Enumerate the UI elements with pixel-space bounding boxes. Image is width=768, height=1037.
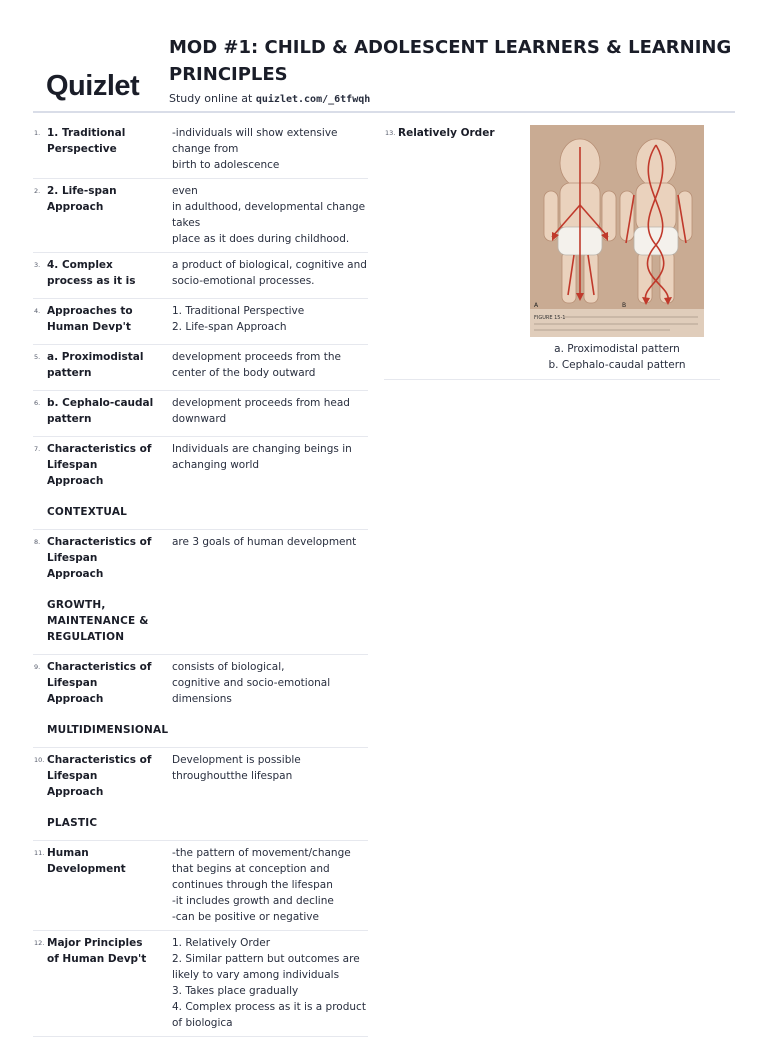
- card-number: 2.: [34, 187, 41, 195]
- card-term: [47, 257, 157, 289]
- card-definition: a product of biological, cognitive and socio-emotional processes.: [172, 259, 367, 287]
- card-term: [47, 534, 157, 645]
- card-row: [33, 748, 368, 841]
- card-term: [47, 395, 157, 427]
- study-online-line: [169, 92, 370, 105]
- quizlet-logo: Quizlet: [46, 70, 140, 102]
- card-term-text: b. Cephalo-caudal pattern: [47, 397, 154, 425]
- study-url[interactable]: quizlet.com/_6tfwqh: [255, 94, 371, 105]
- card-definition: 1. Relatively Order 2. Similar pattern but outcomes are likely to vary among individuals 3. Takes place gradually 4. Complex process as it is a product of biologica: [172, 937, 366, 1029]
- card-row: [33, 253, 368, 299]
- card-term: Relatively Order: [398, 127, 495, 139]
- card-term: [47, 845, 157, 877]
- card-term-extra: PLASTIC: [47, 817, 98, 829]
- card-definition: development proceeds from head downward: [172, 397, 350, 425]
- card-row: [33, 179, 368, 253]
- diaper-b: [634, 227, 678, 255]
- card-row: [33, 437, 368, 530]
- card-row: [33, 530, 368, 655]
- card-term: [47, 183, 157, 215]
- card-term: [47, 752, 157, 831]
- card-definition: are 3 goals of human development: [172, 536, 357, 548]
- card-term: [47, 125, 157, 157]
- card-definition: 1. Traditional Perspective 2. Life-span Approach: [172, 305, 305, 333]
- card-definition: Individuals are changing beings in achanging world: [172, 443, 352, 471]
- card-definition: development proceeds from the center of the body outward: [172, 351, 341, 379]
- header-divider: [33, 111, 735, 113]
- card-number: 12.: [34, 939, 45, 947]
- card-term-text: Characteristics of Lifespan Approach: [47, 754, 152, 798]
- study-prefix: Study online at: [169, 92, 256, 105]
- card-term-text: Approaches to Human Devp't: [47, 305, 133, 333]
- card-term: [47, 935, 157, 967]
- card-definition: -the pattern of movement/change that begins at conception and continues through the lifespan -it includes growth and decline -can be positive or negative: [172, 847, 351, 923]
- card-term-text: 2. Life-span Approach: [47, 185, 117, 213]
- card-row: [33, 841, 368, 931]
- card-row: [33, 391, 368, 437]
- card-term: [47, 303, 157, 335]
- card-definition: even in adulthood, developmental change takes place as it does during childhood.: [172, 185, 366, 245]
- card-term: [47, 349, 157, 381]
- card-number: 8.: [34, 538, 41, 546]
- page-title: MOD #1: CHILD & ADOLESCENT LEARNERS & LEARNING PRINCIPLES: [169, 37, 732, 85]
- card-term-text: 1. Traditional Perspective: [47, 127, 126, 155]
- card-number: 7.: [34, 445, 41, 453]
- card-number: 13.: [385, 129, 396, 137]
- card-term-extra: MULTIDIMENSIONAL: [47, 724, 169, 736]
- card-term-text: 4. Complex process as it is: [47, 259, 136, 287]
- card-definition: -individuals will show extensive change from birth to adolescence: [172, 127, 338, 171]
- figure-label-a: A: [534, 302, 539, 309]
- card-number: 6.: [34, 399, 41, 407]
- card-row: [384, 121, 720, 380]
- development-figure-drawing: [530, 125, 704, 337]
- card-number: 11.: [34, 849, 45, 857]
- figure-label-b: B: [622, 302, 627, 309]
- card-row: [33, 931, 368, 1037]
- card-row: [33, 345, 368, 391]
- card-term-text: Major Principles of Human Devp't: [47, 937, 147, 965]
- figure-caption: a. Proximodistal pattern b. Cephalo-caudal pattern: [548, 343, 686, 371]
- figure-caption-text: FIGURE 15-1: [534, 315, 566, 321]
- card-term-text: Characteristics of Lifespan Approach: [47, 443, 152, 487]
- card-definition: Development is possible throughoutthe lifespan: [172, 754, 301, 782]
- card-number: 4.: [34, 307, 41, 315]
- card-number: 1.: [34, 129, 41, 137]
- card-term-extra: CONTEXTUAL: [47, 506, 128, 518]
- cards-column-right: [384, 121, 720, 380]
- card-term: [47, 659, 169, 738]
- figure-caption-strip: [530, 309, 704, 337]
- card-row: [33, 299, 368, 345]
- card-term-text: Characteristics of Lifespan Approach: [47, 536, 152, 580]
- card-number: 3.: [34, 261, 41, 269]
- development-figure: [530, 125, 704, 337]
- card-definition: consists of biological, cognitive and socio-emotional dimensions: [172, 661, 331, 705]
- card-row: [33, 121, 368, 179]
- card-term-extra: GROWTH, MAINTENANCE & REGULATION: [47, 599, 149, 643]
- card-term: [47, 441, 157, 520]
- cards-column-left: [33, 121, 368, 1037]
- card-term-text: a. Proximodistal pattern: [47, 351, 144, 379]
- card-term-text: Human Development: [47, 847, 126, 875]
- card-term-text: Characteristics of Lifespan Approach: [47, 661, 152, 705]
- card-number: 5.: [34, 353, 41, 361]
- card-number: 10.: [34, 756, 45, 764]
- card-number: 9.: [34, 663, 41, 671]
- card-row: [33, 655, 368, 748]
